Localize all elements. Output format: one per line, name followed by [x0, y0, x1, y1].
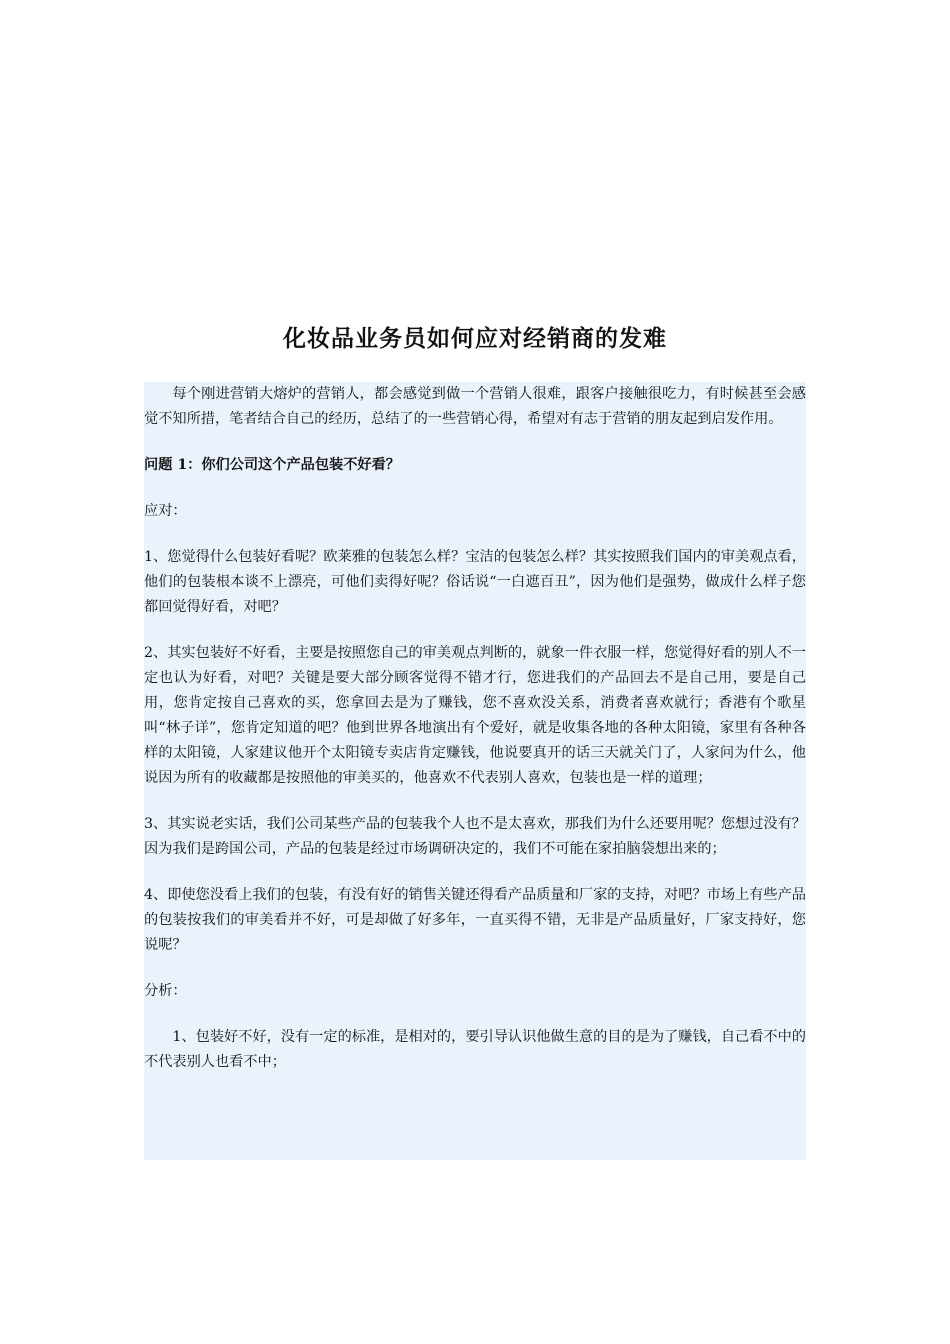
response-item: 1、您觉得什么包装好看呢？欧莱雅的包装怎么样？宝洁的包装怎么样？其实按照我们国内的审美观点看，他们的包装根本谈不上漂亮，可他们卖得好呢？俗话说“一白遮百丑”，因为他们是强势，做成什么样子您都回觉得好看，对吧？ [144, 549, 806, 615]
document-title: 化妆品业务员如何应对经销商的发难 [283, 326, 667, 352]
paragraph-spacer [144, 478, 806, 499]
analysis-label: 分析： [144, 983, 187, 999]
paragraph-spacer [144, 620, 806, 641]
question-heading: 问题 1：你们公司这个产品包装不好看？ [144, 457, 400, 473]
paragraph-spacer [144, 524, 806, 545]
paragraph-spacer [144, 958, 806, 979]
paragraph-spacer [144, 862, 806, 883]
document-body [144, 382, 806, 1160]
response-label: 应对： [144, 503, 187, 519]
response-item: 4、即使您没看上我们的包装，有没有好的销售关键还得看产品质量和厂家的支持，对吧？市场上有些产品的包装按我们的审美看并不好，可是却做了好多年，一直买得不错，无非是产品质量好，厂家支持好，您说呢？ [144, 887, 806, 953]
paragraph-spacer [144, 1004, 806, 1025]
intro-paragraph: 每个刚进营销大熔炉的营销人，都会感觉到做一个营销人很难，跟客户接触很吃力，有时候甚至会感觉不知所措，笔者结合自己的经历，总结了的一些营销心得，希望对有志于营销的朋友起到启发作用。 [144, 386, 806, 427]
analysis-item: 1、包装好不好，没有一定的标准，是相对的，要引导认识他做生意的目的是为了赚钱，自己看不中的不代表别人也看不中； [144, 1029, 806, 1070]
response-item: 2、其实包装好不好看，主要是按照您自己的审美观点判断的，就象一件衣服一样，您觉得好看的别人不一定也认为好看，对吧？关键是要大部分顾客觉得不错才行，您进我们的产品回去不是自己用，要是自己用，您肯定按自己喜欢的买，您拿回去是为了赚钱，您不喜欢没关系，消费者喜欢就行；香港有个歌星叫“林子详”，您肯定知道的吧？他到世界各地演出有个爱好，就是收集各地的各种太阳镜，家里有各种各样的太阳镜，人家建议他开个太阳镜专卖店肯定赚钱，他说要真开的话三天就关门了，人家问为什么，他说因为所有的收藏都是按照他的审美买的，他喜欢不代表别人喜欢，包装也是一样的道理； [144, 645, 806, 786]
paragraph-spacer [144, 791, 806, 812]
response-item: 3、其实说老实话，我们公司某些产品的包装我个人也不是太喜欢，那我们为什么还要用呢？您想过没有？因为我们是跨国公司，产品的包装是经过市场调研决定的，我们不可能在家拍脑袋想出来的； [144, 816, 806, 857]
paragraph-spacer [144, 432, 806, 453]
